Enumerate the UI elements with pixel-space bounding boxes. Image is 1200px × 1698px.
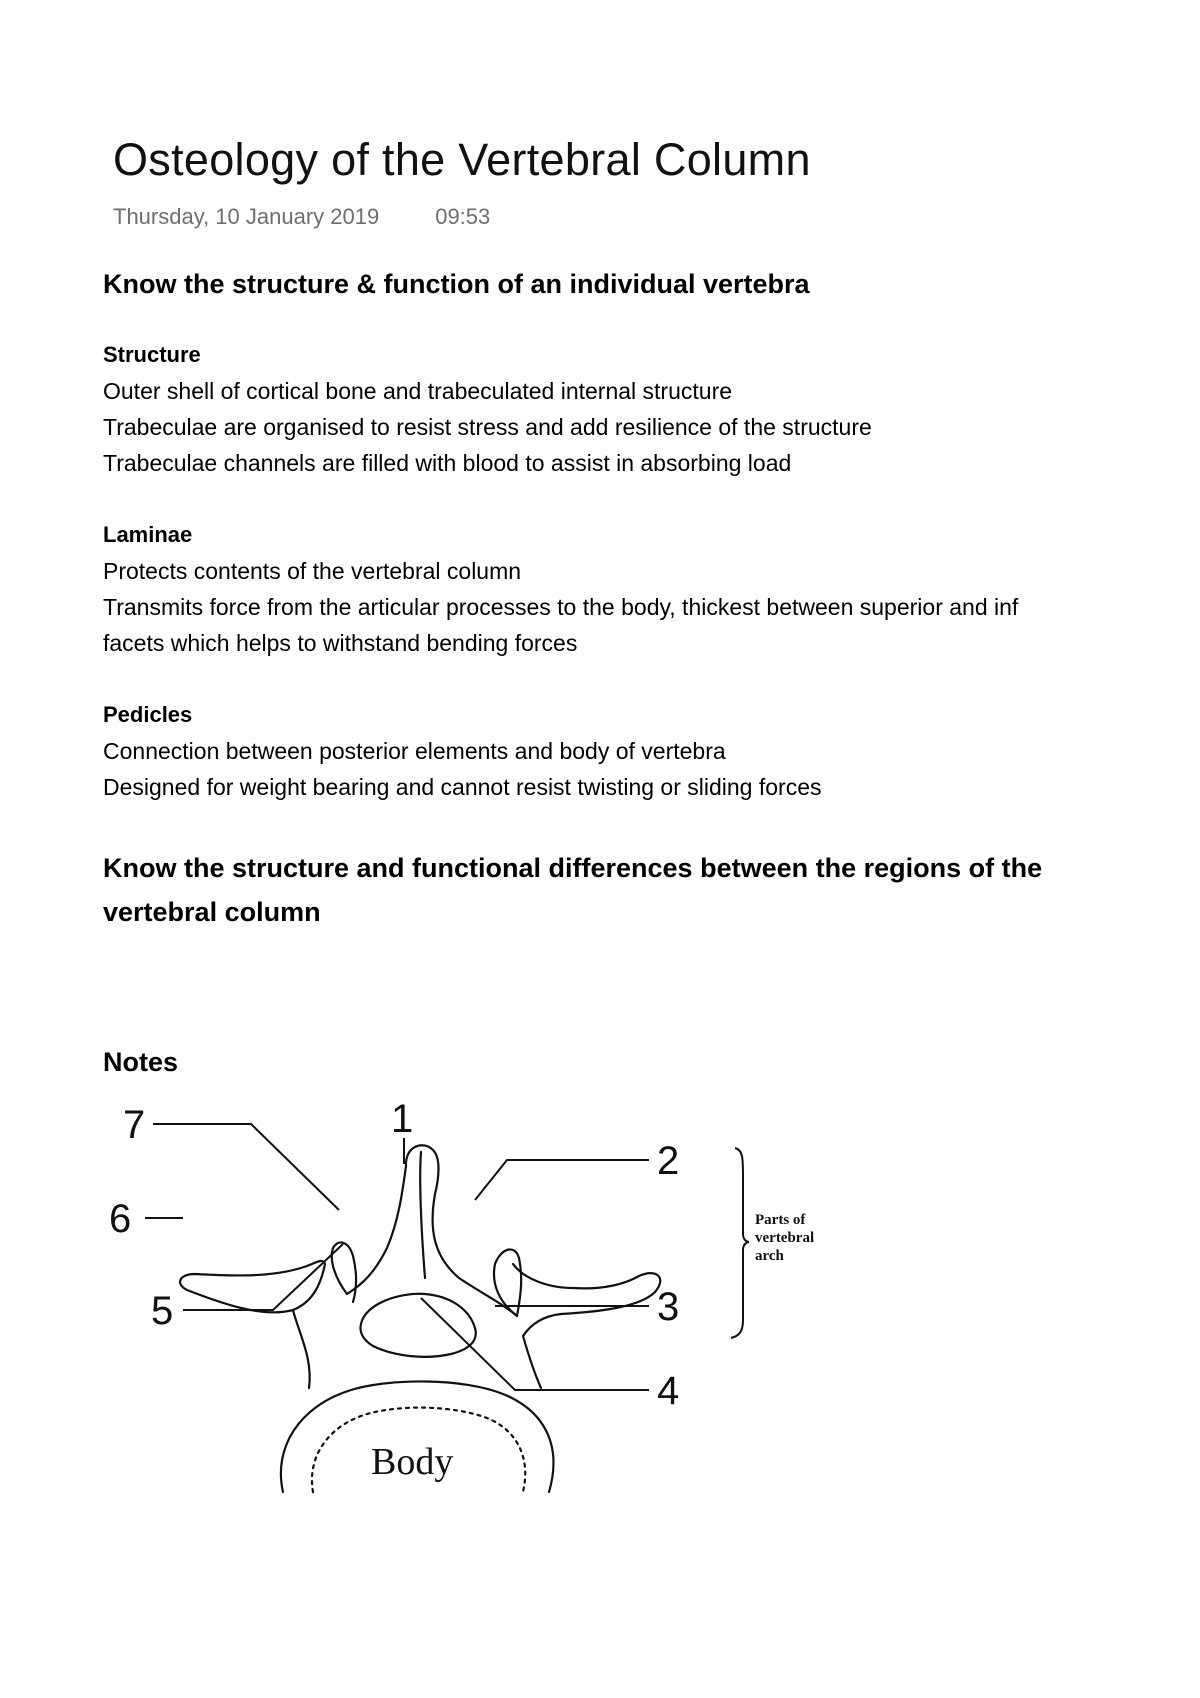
structure-line: Trabeculae are organised to resist stress and add resilience of the structure: [103, 414, 872, 440]
laminae-line: Transmits force from the articular processes to the body, thickest between superior and inf: [103, 594, 1019, 620]
diagram-body-label: Body: [371, 1441, 454, 1483]
vertebra-diagram: [103, 1088, 895, 1568]
page-meta: [113, 204, 490, 230]
diagram-label-6: 6: [109, 1197, 132, 1241]
left-pedicle: [293, 1310, 310, 1388]
diagram-side-label-line: arch: [755, 1248, 784, 1264]
section-heading-regions-line2: vertebral column: [103, 897, 321, 927]
diagram-label-2: 2: [657, 1139, 680, 1183]
right-pedicle: [523, 1336, 541, 1388]
structure-line: Outer shell of cortical bone and trabeculated internal structure: [103, 378, 733, 404]
diagram-label-4: 4: [657, 1369, 680, 1413]
leader-line-2: [475, 1160, 649, 1200]
pedicles-line: Designed for weight bearing and cannot resist twisting or sliding forces: [103, 774, 822, 800]
vertebral-arch-bracket: [731, 1148, 749, 1338]
structure-heading: Structure: [103, 342, 201, 367]
section-heading-vertebra: Know the structure & function of an individual vertebra: [103, 269, 810, 299]
pedicles-line: Connection between posterior elements and body of vertebra: [103, 738, 726, 764]
vertebra-outline: [180, 1145, 660, 1492]
pedicles-heading: Pedicles: [103, 702, 193, 727]
structure-line: Trabeculae channels are filled with blood to assist in absorbing load: [103, 450, 792, 476]
leader-line-7: [153, 1124, 339, 1210]
vertebral-foramen: [361, 1294, 476, 1357]
page-time: 09:53: [435, 204, 491, 229]
page-date: Thursday, 10 January 2019: [113, 204, 380, 229]
diagram-label-1: 1: [391, 1097, 414, 1141]
page-title: Osteology of the Vertebral Column: [113, 134, 811, 185]
vertebra-svg: [103, 1088, 895, 1568]
laminae-line: Protects contents of the vertebral column: [103, 558, 522, 584]
spinous-ridge: [420, 1152, 425, 1278]
diagram-label-5: 5: [151, 1289, 174, 1333]
leader-line-5: [183, 1244, 343, 1310]
right-transverse-process: [513, 1264, 660, 1336]
diagram-side-label-line: Parts of: [755, 1212, 806, 1228]
diagram-side-label-line: vertebral: [755, 1230, 815, 1246]
section-heading-regions-line1: Know the structure and functional differences between the regions of the: [103, 853, 1043, 883]
laminae-heading: Laminae: [103, 522, 193, 547]
laminae-line: facets which helps to withstand bending forces: [103, 630, 578, 656]
diagram-label-3: 3: [657, 1285, 680, 1329]
diagram-label-7: 7: [123, 1103, 146, 1147]
notes-heading: Notes: [103, 1047, 179, 1077]
left-transverse-process: [180, 1261, 325, 1312]
